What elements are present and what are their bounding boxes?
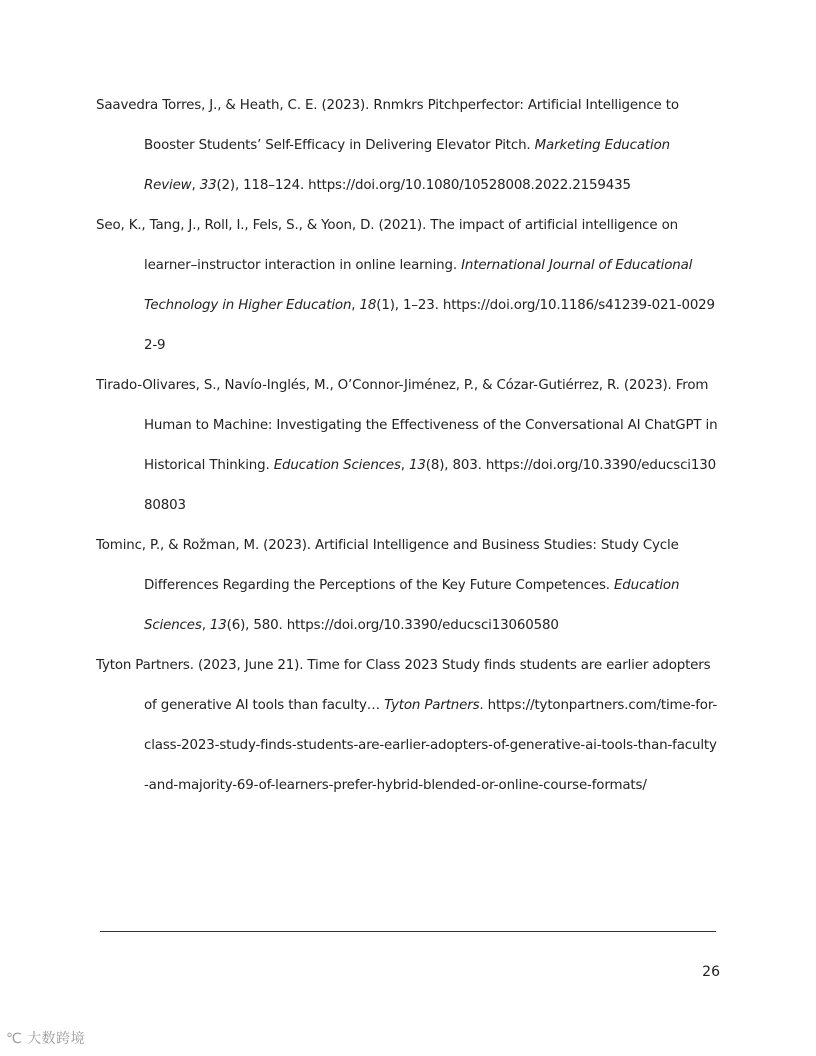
reference-title: Rnmkrs Pitchperfector: Artificial Intelligence to Booster Students’ Self-Efficacy in Delivering Elevator Pitch. [144, 98, 679, 153]
reference-title: Artificial Intelligence and Business Studies: Study Cycle Differences Regarding the Perceptions of the Key Future Competences. [144, 538, 679, 593]
reference-entry: Seo, K., Tang, J., Roll, I., Fels, S., & Yoon, D. (2021). The impact of artificial intelligence on learner–instructor interaction in online learning. International Journal of Educational Technology in Higher Education, 18(1), 1–23. https://doi.org/10.1186/s41239-021-00292-9 [96, 218, 715, 353]
reference-volume: 33 [199, 178, 217, 193]
reference-doi-link[interactable]: https://doi.org/10.3390/educsci13060580 [286, 618, 559, 633]
reference-doi-link[interactable]: https://doi.org/10.1186/s41239-021-00292-9 [144, 298, 715, 353]
reference-source: Marketing Education Review [144, 138, 670, 193]
reference-entry: Tyton Partners. (2023, June 21). Time for Class 2023 Study finds students are earlier adopters of generative AI tools than faculty… Tyton Partners. https://tytonpartners.com/time-for-class-2023-study-finds-students-are-earlier-adopters-of-generative-ai-tools-than-faculty-and-majority-69-of-learners-prefer-hybrid-blended-or-online-course-formats/ [96, 658, 718, 793]
reference-list [96, 86, 720, 806]
page-number: 26 [702, 964, 720, 980]
reference-entry: Saavedra Torres, J., & Heath, C. E. (2023). Rnmkrs Pitchperfector: Artificial Intelligence to Booster Students’ Self-Efficacy in Delivering Elevator Pitch. Marketing Education Review, 33(2), 118–124. https://doi.org/10.1080/10528008.2022.2159435 [96, 98, 679, 193]
reference-authors: Saavedra Torres, J., & Heath, C. E. (2023). [96, 98, 374, 113]
watermark-logo: ℃ 大数跨境 [6, 1031, 86, 1047]
reference-authors: Seo, K., Tang, J., Roll, I., Fels, S., & Yoon, D. (2021). [96, 218, 431, 233]
reference-authors: Tominc, P., & Rožman, M. (2023). [96, 538, 316, 553]
reference-source: Education Sciences [273, 458, 401, 473]
reference-entry: Tirado-Olivares, S., Navío-Inglés, M., O’Connor-Jiménez, P., & Cózar-Gutiérrez, R. (2023). From Human to Machine: Investigating the Effectiveness of the Conversational AI ChatGPT in Historical Thinking. Education Sciences, 13(8), 803. https://doi.org/10.3390/educsci13080803 [96, 378, 718, 513]
footer-divider [100, 931, 716, 932]
reference-title: The impact of artificial intelligence on learner–instructor interaction in online learning. [144, 218, 678, 273]
reference-title: Time for Class 2023 Study finds students are earlier adopters of generative AI tools than faculty… [144, 658, 711, 713]
reference-source: Tyton Partners [384, 698, 480, 713]
reference-url-link[interactable]: https://tytonpartners.com/time-for-class-2023-study-finds-students-are-earlier-adopters-of-generative-ai-tools-than-faculty-and-majority-69-of-learners-prefer-hybrid-blended-or-online-course-formats/ [144, 698, 718, 793]
reference-volume: 18 [359, 298, 377, 313]
reference-authors: Tirado-Olivares, S., Navío-Inglés, M., O’Connor-Jiménez, P., & Cózar-Gutiérrez, R. (2023). [96, 378, 676, 393]
reference-volume: 13 [209, 618, 227, 633]
reference-authors: Tyton Partners. (2023, June 21). [96, 658, 308, 673]
reference-title: From Human to Machine: Investigating the Effectiveness of the Conversational AI ChatGPT in Historical Thinking. [144, 378, 718, 473]
reference-entry: Tominc, P., & Rožman, M. (2023). Artificial Intelligence and Business Studies: Study Cycle Differences Regarding the Perceptions of the Key Future Competences. Education Sciences, 13(6), 580. https://doi.org/10.3390/educsci13060580 [96, 538, 680, 633]
reference-volume: 13 [409, 458, 426, 473]
reference-doi-link[interactable]: https://doi.org/10.3390/educsci13080803 [144, 458, 716, 513]
reference-doi-link[interactable]: https://doi.org/10.1080/10528008.2022.2159435 [308, 178, 631, 193]
reference-source: International Journal of Educational Technology in Higher Education [144, 258, 693, 313]
reference-source: Education Sciences [144, 578, 680, 633]
